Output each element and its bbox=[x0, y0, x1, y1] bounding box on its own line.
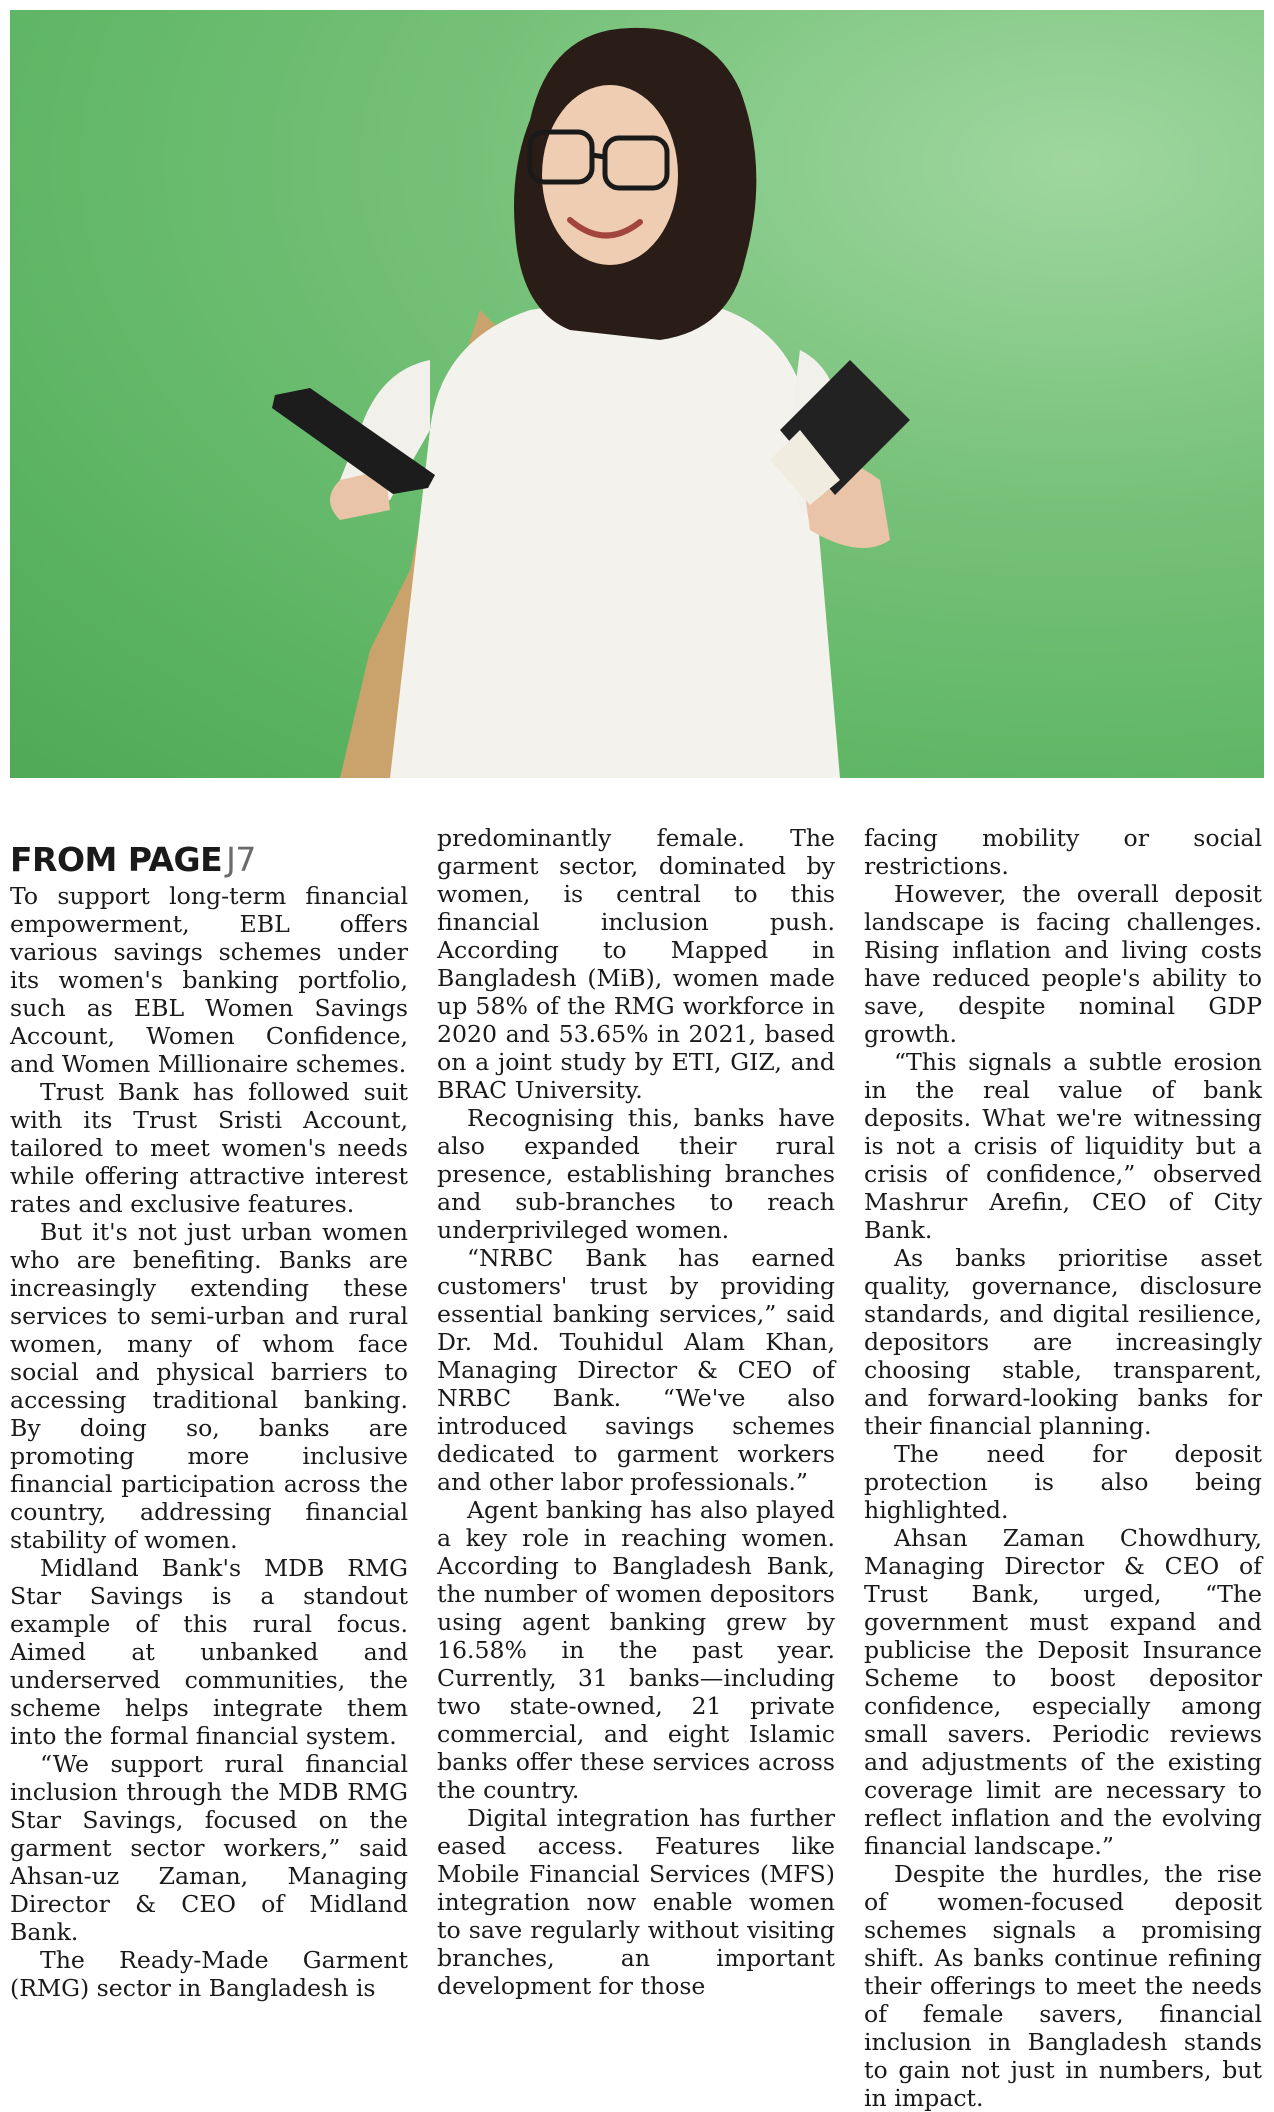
paragraph: But it's not just urban women who are benefiting. Banks are increasingly extending these services to semi-urban and rural women, many of whom face social and physical barriers to accessing traditional banking. By doing so, banks are promoting more inclusive financial participation across the country, addressing financial stability of women. bbox=[10, 1218, 408, 1554]
paragraph: facing mobility or social restrictions. bbox=[864, 824, 1262, 880]
article-photo bbox=[10, 10, 1264, 778]
article-column-3 bbox=[864, 824, 1262, 2112]
glasses-bridge bbox=[592, 155, 605, 157]
paragraph: Digital integration has further eased access. Features like Mobile Financial Services (MFS) integration now enable women to save regularly without visiting branches, an important development for those bbox=[437, 1804, 835, 2000]
paragraph: The Ready-Made Garment (RMG) sector in Bangladesh is bbox=[10, 1946, 408, 2002]
paragraph: To support long-term financial empowerment, EBL offers various savings schemes under its women's banking portfolio, such as EBL Women Savings Account, Women Confidence, and Women Millionaire schemes. bbox=[10, 882, 408, 1078]
paragraph: predominantly female. The garment sector, dominated by women, is central to this financial inclusion push. According to Mapped in Bangladesh (MiB), women made up 58% of the RMG workforce in 2020 and 53.65% in 2021, based on a joint study by ETI, GIZ, and BRAC University. bbox=[437, 824, 835, 1104]
woman-with-phone-and-coffee-image bbox=[10, 10, 1264, 778]
paragraph: Midland Bank's MDB RMG Star Savings is a standout example of this rural focus. Aimed at unbanked and underserved communities, the scheme helps integrate them into the formal financial system. bbox=[10, 1554, 408, 1750]
paragraph: Agent banking has also played a key role in reaching women. According to Bangladesh Bank, the number of women depositors using agent banking grew by 16.58% in the past year. Currently, 31 banks—including two state-owned, 21 private commercial, and eight Islamic banks offer these services across the country. bbox=[437, 1496, 835, 1804]
paragraph: “This signals a subtle erosion in the real value of bank deposits. What we're witnessing is not a crisis of liquidity but a crisis of confidence,” observed Mashrur Arefin, CEO of City Bank. bbox=[864, 1048, 1262, 1244]
paragraph: Despite the hurdles, the rise of women-focused deposit schemes signals a promising shift. As banks continue refining their offerings to meet the needs of female savers, financial inclusion in Bangladesh stands to gain not just in numbers, but in impact. bbox=[864, 1860, 1262, 2112]
shirt-shape bbox=[390, 295, 840, 778]
paragraph: As banks prioritise asset quality, governance, disclosure standards, and digital resilience, depositors are increasingly choosing stable, transparent, and forward-looking banks for their financial planning. bbox=[864, 1244, 1262, 1440]
paragraph: The need for deposit protection is also being highlighted. bbox=[864, 1440, 1262, 1524]
kicker-page: J7 bbox=[226, 840, 256, 879]
paragraph: “We support rural financial inclusion through the MDB RMG Star Savings, focused on the garment sector workers,” said Ahsan-uz Zaman, Managing Director & CEO of Midland Bank. bbox=[10, 1750, 408, 1946]
article-column-1 bbox=[10, 822, 408, 2002]
article-column-2 bbox=[437, 824, 835, 2000]
kicker-label: FROM PAGE bbox=[10, 840, 223, 879]
continued-from-kicker bbox=[10, 840, 408, 880]
paragraph: Trust Bank has followed suit with its Trust Sristi Account, tailored to meet women's needs while offering attractive interest rates and exclusive features. bbox=[10, 1078, 408, 1218]
paragraph: Ahsan Zaman Chowdhury, Managing Director & CEO of Trust Bank, urged, “The government must expand and publicise the Deposit Insurance Scheme to boost depositor confidence, especially among small savers. Periodic reviews and adjustments of the existing coverage limit are necessary to reflect inflation and the evolving financial landscape.” bbox=[864, 1524, 1262, 1860]
paragraph: “NRBC Bank has earned customers' trust by providing essential banking services,” said Dr. Md. Touhidul Alam Khan, Managing Director & CEO of NRBC Bank. “We've also introduced savings schemes dedicated to garment workers and other labor professionals.” bbox=[437, 1244, 835, 1496]
paragraph: However, the overall deposit landscape is facing challenges. Rising inflation and living costs have reduced people's ability to save, despite nominal GDP growth. bbox=[864, 880, 1262, 1048]
paragraph: Recognising this, banks have also expanded their rural presence, establishing branches and sub-branches to reach underprivileged women. bbox=[437, 1104, 835, 1244]
